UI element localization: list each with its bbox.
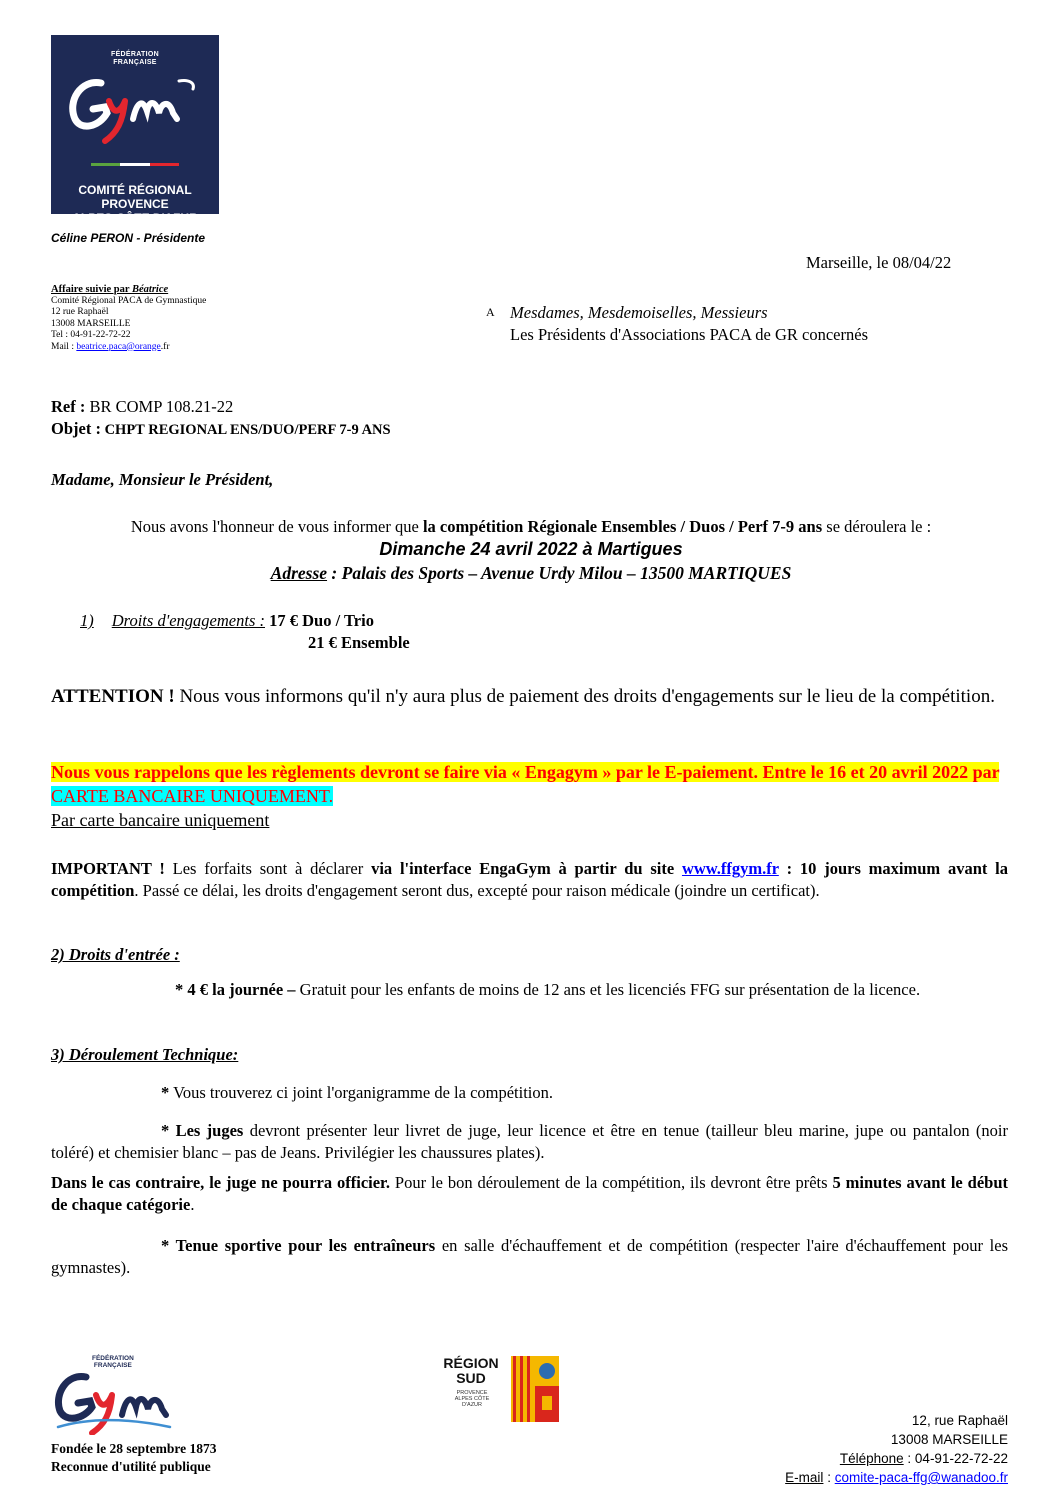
email-link[interactable]: comite-paca-ffg@wanadoo.fr xyxy=(834,1470,1008,1485)
recipient-line-2: Les Présidents d'Associations PACA de GR concernés xyxy=(510,324,868,344)
tech-item-3-end: . xyxy=(190,1194,195,1214)
attention-label: ATTENTION ! xyxy=(51,686,175,707)
event-date: Dimanche 24 avril 2022 à Martigues xyxy=(379,539,683,559)
email-label: E-mail xyxy=(785,1470,824,1485)
event-address xyxy=(51,562,1011,584)
ref-label: Ref : xyxy=(51,397,86,416)
gym-wordmark-icon xyxy=(61,61,209,151)
footer-foundation xyxy=(51,1440,216,1476)
followed-by-label: Affaire suivie par xyxy=(51,284,132,295)
important-text-1: Les forfaits sont à déclarer xyxy=(164,859,372,878)
entry-paragraph xyxy=(113,979,1001,1001)
reminder-text: Nous vous rappelons que les règlements devront se faire via « Engagym » par le E-paiement. Entre le 16 et 20 avril 2022 par xyxy=(51,762,1000,782)
important-paragraph xyxy=(51,858,1008,901)
tech-item-4-text: en salle d'échauffement et de compétition (respecter l'aire d'échauffement pour les gymnastes). xyxy=(51,1236,1008,1277)
objet-label: Objet : xyxy=(51,419,101,438)
tech-item-3-bold-2: 5 minutes avant le début de chaque catégorie xyxy=(51,1173,1008,1214)
region-tag: PROVENCE ALPES CÔTE D'AZUR xyxy=(454,1390,490,1408)
president-name: Céline PERON - Présidente xyxy=(51,231,206,245)
logo-federation-text: FÉDÉRATION FRANÇAISE xyxy=(111,51,159,66)
intro-start: Nous avons l'honneur de vous informer que xyxy=(130,517,423,536)
footer-contact xyxy=(780,1411,1008,1487)
phone-label: Téléphone xyxy=(839,1451,904,1466)
fees-number: 1) xyxy=(80,611,94,630)
salutation: Madame, Monsieur le Président, xyxy=(51,470,274,489)
objet-value: CHPT REGIONAL ENS/DUO/PERF 7-9 ANS xyxy=(100,422,391,438)
sender-line: 12 rue Raphaël xyxy=(51,307,109,317)
intro-paragraph xyxy=(51,516,1011,538)
region-coat-of-arms-icon xyxy=(511,1356,559,1422)
address-label: Adresse xyxy=(270,563,328,583)
entry-title: 2) Droits d'entrée : xyxy=(51,945,180,964)
followed-by-name: Béatrice xyxy=(131,284,169,295)
ffg-footer-federation: FÉDÉRATION FRANÇAISE xyxy=(92,1355,134,1369)
recipient-block xyxy=(510,302,868,345)
mail-suffix: .fr xyxy=(160,341,170,352)
tech-item-1-star: * xyxy=(161,1083,170,1102)
mail-label: Mail : xyxy=(51,341,77,352)
intro-competition: la compétition Régionale Ensembles / Duos / Perf 7-9 ans xyxy=(422,517,823,536)
fees-title: Droits d'engagements xyxy=(111,611,260,630)
logo-color-stripe xyxy=(91,163,179,166)
tech-item-1-text: Vous trouverez ci joint l'organigramme de la compétition. xyxy=(169,1083,554,1102)
recipient-marker: A xyxy=(486,305,495,319)
committee-logo xyxy=(51,35,219,225)
address-city: 13008 MARSEILLE xyxy=(890,1432,1008,1447)
phone-value: : 04-91-22-72-22 xyxy=(903,1451,1008,1466)
attention-text: Nous vous informons qu'il n'y aura plus de paiement des droits d'engagements sur le lieu de la compétition. xyxy=(174,686,995,707)
important-bold-2: : 10 jours maximum avant la compétition xyxy=(51,859,1008,900)
payment-reminder xyxy=(51,760,1001,832)
tech-item-1 xyxy=(161,1082,553,1104)
public-utility-text: Reconnue d'utilité publique xyxy=(51,1459,211,1474)
region-line-1: RÉGION xyxy=(443,1355,499,1371)
tech-item-2 xyxy=(51,1120,1008,1163)
date-line: Marseille, le 08/04/22 xyxy=(806,253,952,272)
mail-link[interactable]: beatrice.paca@orange xyxy=(76,341,161,352)
tech-item-3 xyxy=(51,1172,1008,1215)
tech-item-2-text: devront présenter leur livret de juge, leur licence et être en tenue (tailleur bleu marine, jupe ou pantalon (noir toléré) et chemisier blanc – pas de Jeans. Privilégier les chaussures plates). xyxy=(51,1121,1008,1162)
tech-item-2-bold: * Les juges xyxy=(161,1121,244,1140)
attention-paragraph xyxy=(51,684,1003,709)
logo-committee-name: COMITÉ RÉGIONAL PROVENCE ALPES-CÔTE D'AZUR xyxy=(72,183,198,225)
ffg-gym-icon xyxy=(52,1369,207,1435)
ffg-footer-logo xyxy=(52,1355,207,1435)
sender-line: Tel : 04-91-22-72-22 xyxy=(51,330,131,340)
entry-text: Gratuit pour les enfants de moins de 12 ans et les licenciés FFG sur présentation de la licence. xyxy=(295,980,921,999)
fees-line-1: 17 € Duo / Trio xyxy=(265,611,374,630)
sender-line: 13008 MARSEILLE xyxy=(51,318,131,329)
tech-item-3-bold: Dans le cas contraire, le juge ne pourra officier. xyxy=(51,1173,390,1192)
address-street: 12, rue Raphaël xyxy=(911,1413,1008,1428)
region-sud-logo xyxy=(437,1354,559,1428)
important-text-2: . Passé ce délai, les droits d'engagement seront dus, excepté pour raison médicale (joindre un certificat). xyxy=(134,880,820,900)
reminder-card: CARTE BANCAIRE UNIQUEMENT. xyxy=(51,786,334,806)
intro-end: se déroulera le : xyxy=(822,517,932,536)
region-line-2: SUD xyxy=(456,1370,486,1386)
reference-block xyxy=(51,396,391,441)
ref-value: BR COMP 108.21-22 xyxy=(85,397,234,416)
ffgym-link[interactable]: www.ffgym.fr xyxy=(681,859,779,878)
fees-line-2: 21 € Ensemble xyxy=(308,632,410,652)
founded-text: Fondée le 28 septembre 1873 xyxy=(51,1441,217,1456)
entry-bold: * 4 € la journée – xyxy=(175,980,296,999)
card-only: Par carte bancaire uniquement xyxy=(51,810,270,830)
fees-section xyxy=(80,610,410,653)
tech-item-4 xyxy=(51,1235,1008,1278)
tech-title: 3) Déroulement Technique: xyxy=(51,1045,239,1064)
email-separator: : xyxy=(823,1470,835,1485)
address-value: : Palais des Sports – Avenue Urdy Milou – 13500 MARTIQUES xyxy=(327,563,792,583)
important-bold-1: via l'interface EngaGym à partir du site xyxy=(371,859,682,878)
fees-colon: : xyxy=(259,611,265,630)
tech-item-4-bold: * Tenue sportive pour les entraîneurs xyxy=(161,1236,436,1255)
recipient-line-1: Mesdames, Mesdemoiselles, Messieurs xyxy=(510,303,768,322)
important-label: IMPORTANT ! xyxy=(51,859,165,878)
sender-block xyxy=(51,284,291,353)
tech-item-3-text: Pour le bon déroulement de la compétition, ils devront être prêts xyxy=(390,1173,833,1192)
sender-line: Comité Régional PACA de Gymnastique xyxy=(51,295,207,306)
